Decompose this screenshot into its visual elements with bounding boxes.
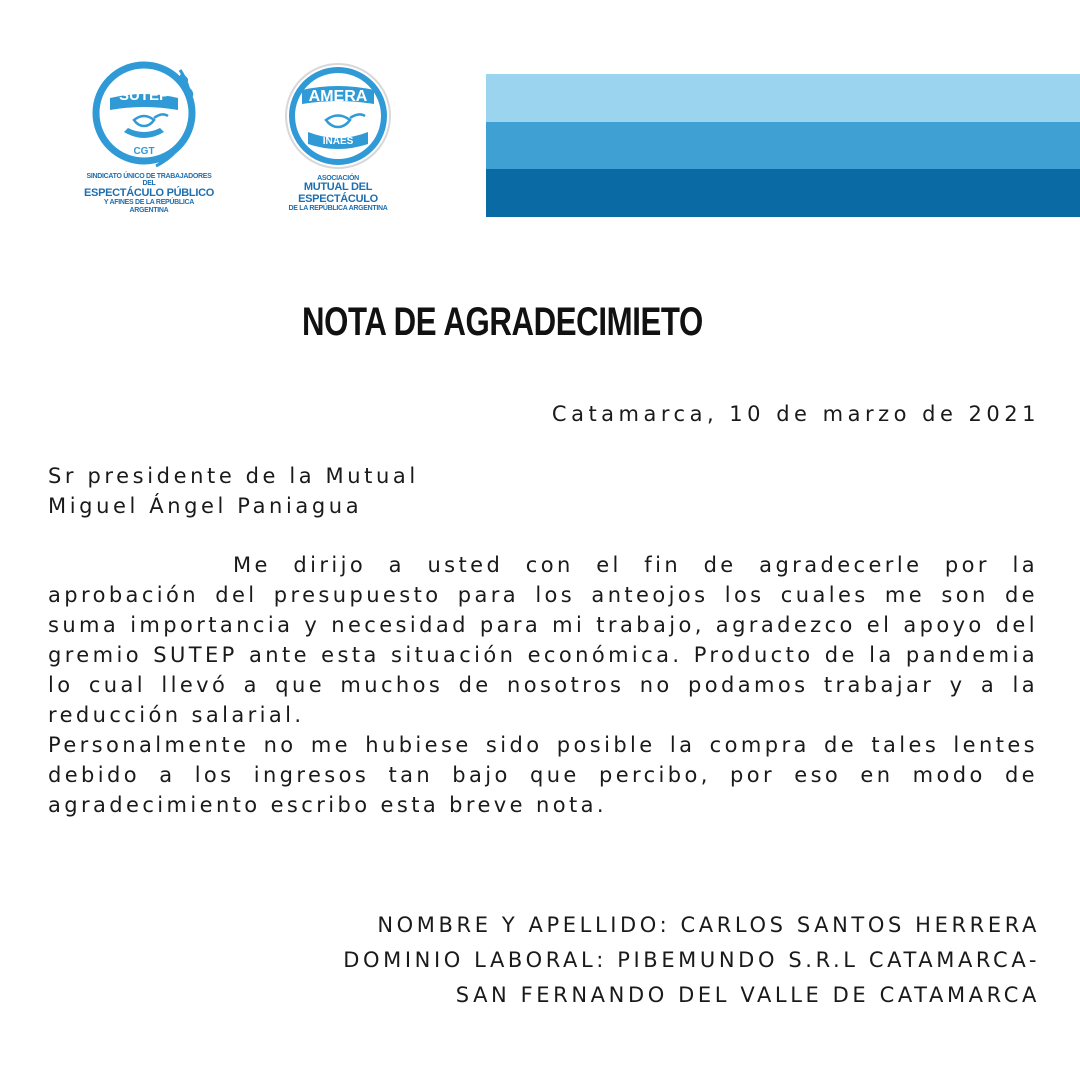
recipient-line2: Miguel Ángel Paniagua bbox=[48, 494, 363, 518]
svg-text:CGT: CGT bbox=[133, 146, 155, 157]
letter-paragraph-1 bbox=[48, 550, 1038, 730]
sutep-caption-line3: Y AFINES DE LA REPÚBLICA ARGENTINA bbox=[103, 199, 195, 214]
amera-caption-line3: DE LA REPÚBLICA ARGENTINA bbox=[288, 205, 388, 213]
document-title: NOTA DE AGRADECIMIETO bbox=[302, 300, 703, 344]
stripe-light bbox=[486, 74, 1080, 122]
header-stripes bbox=[486, 74, 1080, 217]
sutep-caption-line1: SINDICATO ÚNICO DE TRABAJADORES DEL bbox=[86, 173, 212, 188]
amera-emblem-icon bbox=[268, 60, 408, 175]
stripe-medium bbox=[486, 122, 1080, 170]
svg-text:INAES: INAES bbox=[322, 136, 354, 147]
stripe-dark bbox=[486, 169, 1080, 217]
document-date: Catamarca, 10 de marzo de 2021 bbox=[551, 402, 1040, 426]
signature-line2: DOMINIO LABORAL: PIBEMUNDO S.R.L CATAMARCA- bbox=[343, 948, 1040, 972]
signature-line1: NOMBRE Y APELLIDO: CARLOS SANTOS HERRERA bbox=[377, 913, 1040, 937]
signature-line3: SAN FERNANDO DEL VALLE DE CATAMARCA bbox=[455, 983, 1040, 1007]
sutep-caption-line2: ESPECTÁCULO PÚBLICO bbox=[84, 186, 214, 199]
amera-caption bbox=[268, 175, 408, 213]
recipient-line1: Sr presidente de la Mutual bbox=[48, 464, 419, 488]
sutep-emblem-icon bbox=[84, 58, 214, 173]
sutep-logo bbox=[84, 58, 214, 214]
signature-block bbox=[343, 908, 1040, 1013]
amera-caption-line2: MUTUAL DEL ESPECTÁCULO bbox=[298, 181, 378, 205]
amera-caption-line1: ASOCIACIÓN bbox=[317, 175, 359, 182]
amera-logo bbox=[268, 60, 408, 213]
letter-body bbox=[48, 550, 1038, 820]
recipient-block bbox=[48, 461, 419, 521]
letter-paragraph-2: Personalmente no me hubiese sido posible la compra de tales lentes debido a los ingresos tan bajo que percibo, por eso en modo de agradecimiento escribo esta breve nota. bbox=[48, 733, 1038, 817]
paragraph-1-text: Me dirijo a usted con el fin de agradecerle por la aprobación del presupuesto para los anteojos los cuales me son de suma importancia y necesidad para mi trabajo, agradezco el apoyo del gremio SUTEP ante esta situación económica. Producto de la pandemia lo cual llevó a que muchos de nosotros no podamos trabajar y a la reducción salarial. bbox=[48, 553, 1038, 727]
svg-text:AMERA: AMERA bbox=[308, 88, 368, 105]
sutep-caption bbox=[84, 173, 214, 214]
svg-text:SUTEP: SUTEP bbox=[118, 87, 170, 104]
